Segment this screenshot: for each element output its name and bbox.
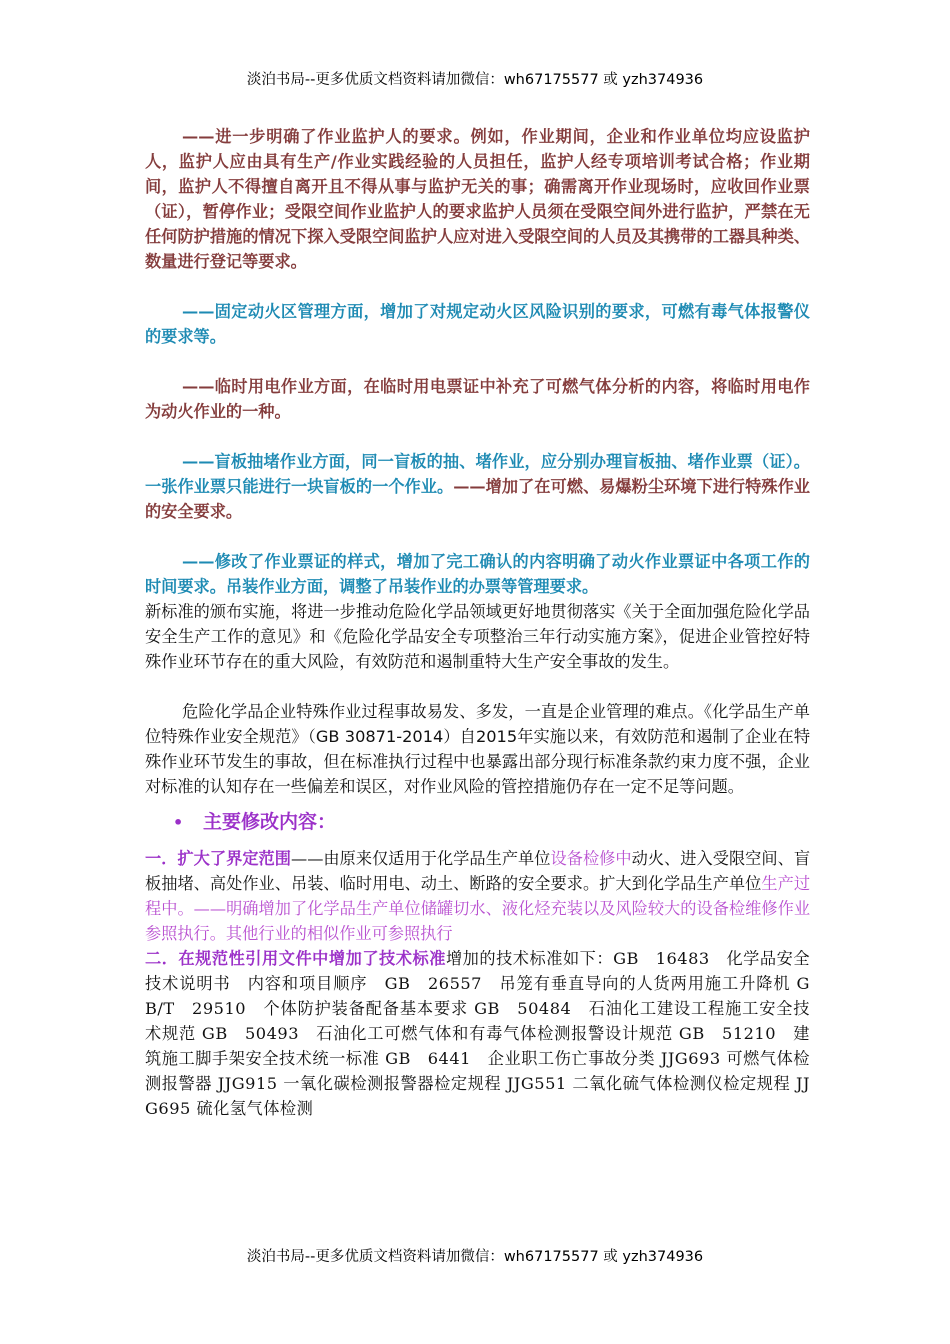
paragraph-blind-plate [145, 449, 810, 524]
section-title-text: 主要修改内容： [203, 811, 337, 833]
item-scope-heading: 一．扩大了界定范围 [145, 849, 291, 868]
paragraph-new-standard: 新标准的颁布实施，将进一步推动危险化学品领域更好地贯彻落实《关于全面加强危险化学品安全生产工作的意见》和《危险化学品安全专项整治三年行动实施方案》，促进企业管控好特殊作业环节存在的重大风险，有效防范和遏制重特大生产安全事故的发生。 [145, 602, 810, 671]
paragraph-permit-style: ——修改了作业票证的样式，增加了完工确认的内容明确了动火作业票证中各项工作的时间要求。吊装作业方面，调整了吊装作业的办票等管理要求。 [145, 552, 810, 596]
blind-plate-text: ——盲板抽堵作业方面，同一盲板的抽、堵作业，应分别办理盲板抽、堵作业票（证）。一张作业票只能进行一块盲板的一个作业。 [145, 452, 810, 496]
bullet-icon: • [173, 813, 184, 832]
item-references: 二．在规范性引用文件中增加了技术标准增加的技术标准如下：GB 16483 化学品安全技术说明书 内容和项目顺序 GB 26557 吊笼有垂直导向的人货两用施工升降机 GB/T 29510 个体防护装备配备基本要求 GB 50484 石油化工建设工程施工安全技术规范 GB 50493 石油化工可燃气体和有毒气体检测报警设计规范 GB 51210 建筑施工脚手架安全技术统一标准 GB 6441 企业职工伤亡事故分类 JJG693 可燃气体检测报警器 JJG915 一氧化碳检测报警器检定规程 JJG551 二氧化硫气体检测仪检定规程 JJG695 硫化氢气体检测 [145, 949, 811, 1118]
paragraph-temporary-electricity: ——临时用电作业方面，在临时用电票证中补充了可燃气体分析的内容，将临时用电作为动火作业的一种。 [145, 377, 810, 421]
highlight-maintenance: 设备检修中 [550, 849, 632, 868]
section-heading [145, 807, 810, 838]
item-scope: 一．扩大了界定范围——由原来仅适用于化学品生产单位设备检修中动火、进入受限空间、盲板抽堵、高处作业、吊装、临时用电、动土、断路的安全要求。扩大到化学品生产单位生产过程中。——明确增加了化学品生产单位储罐切水、液化烃充装以及风险较大的设备检维修作业参照执行。其他行业的相似作业可参照执行 [145, 849, 811, 943]
paragraph-background: 危险化学品企业特殊作业过程事故易发、多发，一直是企业管理的难点。《化学品生产单位特殊作业安全规范》（GB 30871-2014）自2015年实施以来，有效防范和遏制了企业在特殊作业环节发生的事故，但在标准执行过程中也暴露出部分现行标准条款约束力度不强，企业对标准的认知存在一些偏差和误区，对作业风险的管控措施仍存在一定不足等问题。 [145, 702, 811, 796]
dust-environment-text: ——增加了在可燃、易爆粉尘环境下进行特殊作业的安全要求。 [145, 477, 810, 521]
paragraph-supervisor-requirements: ——进一步明确了作业监护人的要求。例如，作业期间，企业和作业单位均应设监护人，监护人应由具有生产/作业实践经验的人员担任，监护人经专项培训考试合格；作业期间，监护人不得擅自离开且不得从事与监护无关的事；确需离开作业现场时，应收回作业票（证），暂停作业；受限空间作业监护人的要求监护人员须在受限空间外进行监护，严禁在无任何防护措施的情况下探入受限空间监护人应对进入受限空间的人员及其携带的工器具种类、数量进行登记等要求。 [145, 127, 810, 271]
item-references-heading: 二．在规范性引用文件中增加了技术标准 [145, 949, 446, 968]
paragraph-fixed-fire-zone: ——固定动火区管理方面，增加了对规定动火区风险识别的要求，可燃有毒气体报警仪的要求等。 [145, 302, 810, 346]
page-footer: 淡泊书局--更多优质文档资料请加微信：wh67175577 或 yzh374936 [246, 1249, 704, 1265]
standard-code: GB 30871-2014 [315, 727, 444, 746]
highlight-production: 生产过程中 [145, 874, 811, 918]
year-value: 2015 [475, 727, 518, 746]
document-body [145, 124, 810, 1121]
page-header: 淡泊书局--更多优质文档资料请加微信：wh67175577 或 yzh374936 [246, 72, 704, 88]
